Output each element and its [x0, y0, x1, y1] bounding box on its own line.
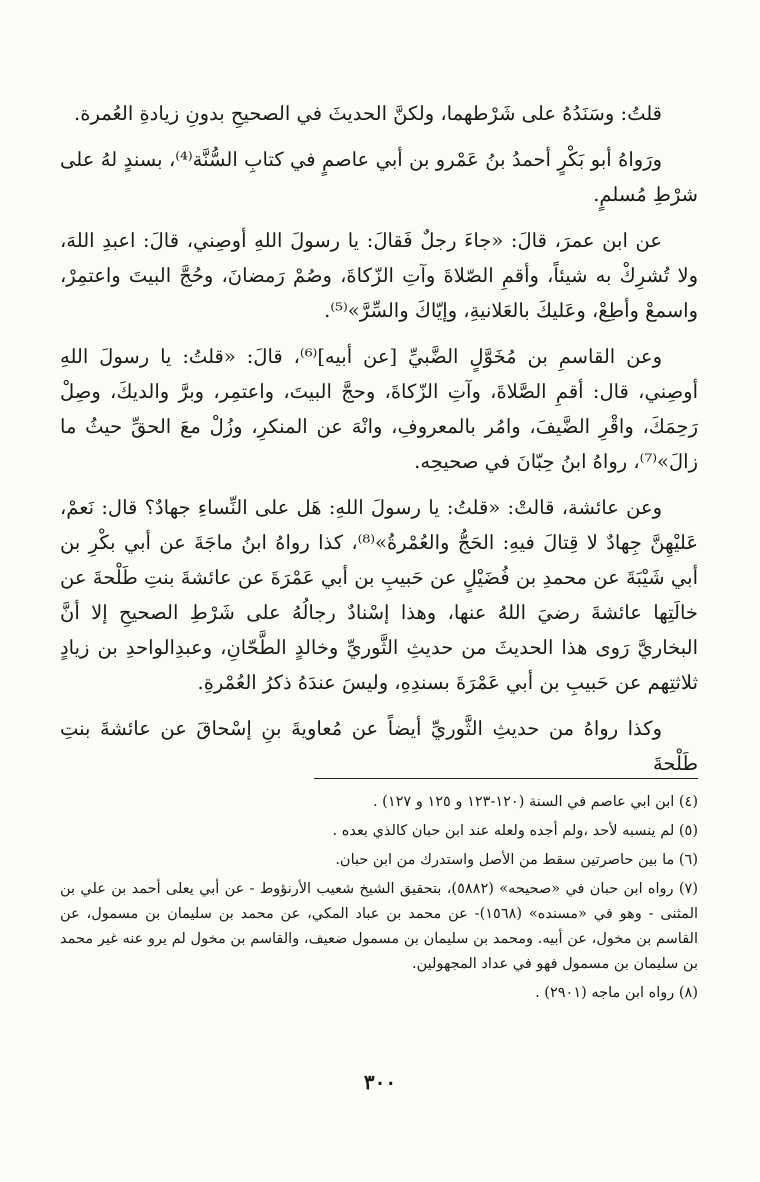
footnote-6: (٦) ما بين حاصرتين سقط من الأصل واستدرك من ابن حبان. [335, 852, 698, 868]
footnote-8: (٨) رواه ابن ماجه (٢٩٠١) . [535, 985, 698, 1001]
footnote-divider [314, 778, 698, 779]
footnote-5: (٥) لم ينسبه لأحد ،ولم أجده ولعله عند ابن حبان كالذي بعده . [332, 823, 698, 839]
footnote-4: (٤) ابن ابي عاصم في السنة (١٢٠-١٢٣ و ١٢٥ و ١٢٧) . [372, 794, 698, 810]
footnotes [60, 790, 698, 1010]
page-number: ٣٠٠ [363, 1070, 397, 1094]
paragraph-6: وكذا رواهُ من حديثِ الثَّوريِّ أيضاً عن مُعاويةَ بنِ إسْحاقَ عن عائشةَ بنتِ طَلْحةَ [60, 717, 698, 775]
paragraph-5: وعن عائشة، قالتْ: «قلتُ: يا رسولَ اللهِ: هَل على النِّساءِ جهادٌ؟ قال: نَعمْ، عَليْهِنَّ جِهادٌ لا قِتالَ فيهِ: الحَجُّ والعُمْرةُ»⁽⁸⁾، كذا رواهُ ابنُ ماجَةَ عن أبي بكْرِ بن أبي شَيْبَةَ عن محمدِ بن فُضَيْلٍ عن حَبيبِ بن أبي عَمْرَةَ عن عائشةَ بنتِ طَلْحةَ عن خالَتِها عائشةَ رضيَ اللهُ عنها، وهذا إسْنادٌ رجالُهُ على شَرْطِ الصحيحِ إلا أنَّ البخاريَّ رَوى هذا الحديثَ من حديثِ الثَّوريِّ وخالدٍ الطَّحّانِ، وعبدِالواحدِ بن زيادٍ ثلاثتِهم عن حَبيبِ بن أبي عَمْرَةَ بسندِهِ، وليسَ عندَهُ ذكرُ العُمْرةِ. [60, 496, 698, 694]
footnote-7: (٧) رواه ابن حبان في «صحيحه» (٥٨٨٢)، بتحقيق الشيخ شعيب الأرنؤوط - عن أبي يعلى أحمد بن علي بن المثنى - وهو في «مسنده» (١٥٦٨)- عن محمد بن عباد المكي، عن محمد بن سليمان بن مسمول، عن القاسم بن مخول، عن أبيه. ومحمد بن سليمان بن مسمول ضعيف، والقاسم بن مخول لم يرو عنه غير محمد بن سليمان بن مسمول فهو في عداد المجهولين. [60, 881, 699, 972]
paragraph-4: وعن القاسمِ بن مُخَوَّلٍ الضَّبيِّ [عن أبيه]⁽⁶⁾، قالَ: «قلتُ: يا رسولَ اللهِ أوصِني، قال: أقمِ الصَّلاةَ، وآتِ الزّكاةَ، وحجَّ البيتَ، واعتمِر، وبرَّ والديكَ، وصِلْ رَحِمَكَ، واقْرِ الضَّيفَ، وامُر بالمعروفِ، وانْهَ عن المنكرِ، وزُلْ معَ الحقِّ حيثُ ما زالَ»⁽⁷⁾، رواهُ ابنُ حِبّانَ في صحيحِه. [60, 345, 698, 473]
main-text [60, 96, 698, 792]
paragraph-1: قلتُ: وسَنَدُهُ على شَرْطهما، ولكنَّ الحديثَ في الصحيحِ بدونِ زيادةِ العُمرة. [74, 102, 662, 125]
paragraph-3: عن ابن عمرَ، قالَ: «جاءَ رجلٌ فَقالَ: يا رسولَ اللهِ أوصِني، قالَ: اعبدِ اللهَ، ولا تُشرِكْ به شيئاً، وأقمِ الصّلاةَ وآتِ الزّكاةَ، وصُمْ رَمضانَ، وحُجَّ البيتَ واعتمِرْ، واسمعْ وأطِعْ، وعَليكَ بالعَلانيةِ، وإيّاكَ والسِّرَّ»⁽⁵⁾. [60, 229, 698, 322]
paragraph-2: ورَواهُ أبو بَكْرٍ أحمدُ بنُ عَمْرو بن أبي عاصمٍ في كتابِ السُّنَّة⁽⁴⁾، بسندٍ لهُ على شرْطِ مُسلمٍ. [60, 148, 698, 206]
